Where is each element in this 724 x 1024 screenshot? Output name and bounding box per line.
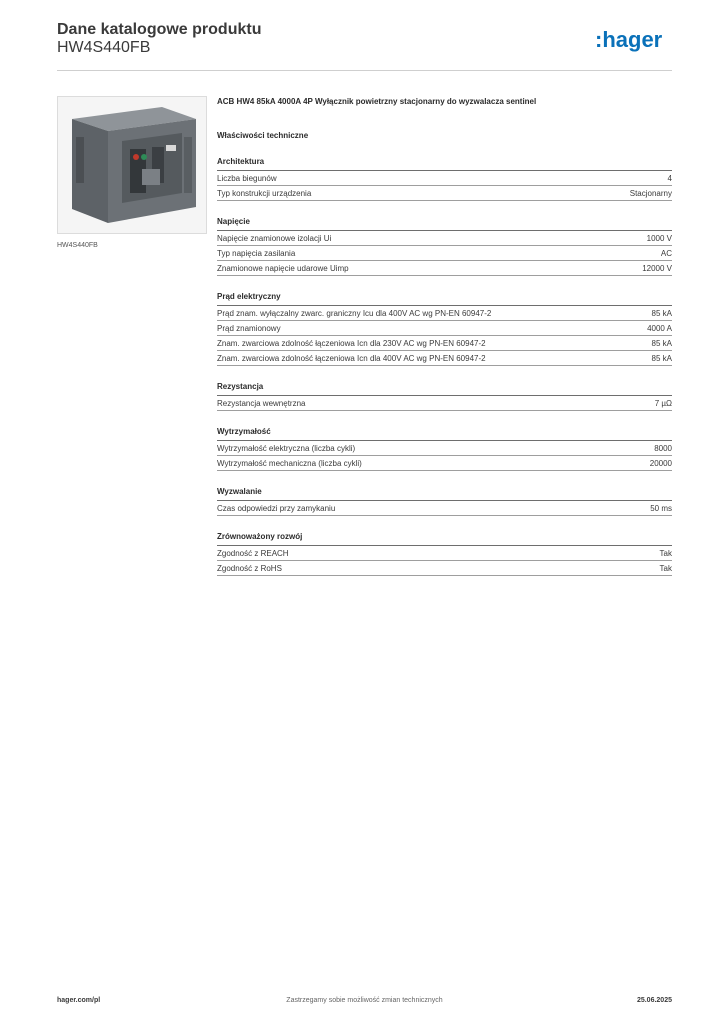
row-value: 20000 [649,459,672,468]
circuit-breaker-illustration [58,97,206,233]
table-row [217,351,672,366]
section-title: Wytrzymałość [217,427,672,441]
row-value: Tak [659,549,672,558]
table-row [217,231,672,246]
row-label: Wytrzymałość mechaniczna (liczba cykli) [217,459,362,468]
row-value: 8000 [654,444,672,453]
row-value: 4000 A [647,324,672,333]
row-value: Stacjonarny [629,189,672,198]
section-resistance [217,382,672,411]
section-title: Rezystancja [217,382,672,396]
properties-heading: Właściwości techniczne [217,131,309,140]
row-label: Prąd znam. wyłączalny zwarc. graniczny Icu dla 400V AC wg PN-EN 60947-2 [217,309,492,318]
row-label: Typ napięcia zasilania [217,249,296,258]
table-row [217,336,672,351]
table-row [217,246,672,261]
svg-text::hager: :hager [595,27,663,52]
section-sustainability [217,532,672,576]
row-label: Zgodność z RoHS [217,564,282,573]
website-link[interactable]: hager.com/pl [57,997,101,1004]
section-current [217,292,672,366]
product-code: HW4S440FB [57,39,151,56]
product-title: ACB HW4 85kA 4000A 4P Wyłącznik powietrzny stacjonarny do wyzwalacza sentinel [217,97,537,106]
section-title: Zrównoważony rozwój [217,532,672,546]
row-value: 85 kA [651,309,672,318]
section-durability [217,427,672,471]
table-row [217,546,672,561]
row-value: 85 kA [651,339,672,348]
disclaimer-text: Zastrzegamy sobie możliwość zmian technicznych [286,997,443,1004]
row-value: 12000 V [642,264,672,273]
row-label: Liczba biegunów [217,174,277,183]
row-label: Znam. zwarciowa zdolność łączeniowa Icn dla 400V AC wg PN-EN 60947-2 [217,354,486,363]
table-row [217,186,672,201]
row-label: Napięcie znamionowe izolacji Ui [217,234,332,243]
section-architecture [217,157,672,201]
section-tripping [217,487,672,516]
section-title: Napięcie [217,217,672,231]
row-value: 7 µΩ [654,399,672,408]
page-header [57,21,672,71]
main-content [217,96,672,576]
hager-logo [594,27,672,53]
table-row [217,321,672,336]
row-value: Tak [659,564,672,573]
table-row [217,441,672,456]
section-voltage [217,217,672,276]
table-row [217,171,672,186]
table-row [217,501,672,516]
table-row [217,456,672,471]
section-title: Architektura [217,157,672,171]
row-value: 85 kA [651,354,672,363]
table-row [217,561,672,576]
section-title: Wyzwalanie [217,487,672,501]
row-label: Wytrzymałość elektryczna (liczba cykli) [217,444,356,453]
document-date: 25.06.2025 [636,997,672,1004]
image-caption: HW4S440FB [57,242,98,249]
row-label: Znam. zwarciowa zdolność łączeniowa Icn dla 230V AC wg PN-EN 60947-2 [217,339,486,348]
row-label: Znamionowe napięcie udarowe Uimp [217,264,349,273]
row-label: Rezystancja wewnętrzna [217,399,306,408]
row-label: Czas odpowiedzi przy zamykaniu [217,504,336,513]
row-label: Typ konstrukcji urządzenia [217,189,312,198]
page-footer [57,997,672,1011]
row-value: 4 [667,174,672,183]
row-label: Zgodność z REACH [217,549,289,558]
document-title: Dane katalogowe produktu [57,21,262,38]
table-row [217,261,672,276]
row-label: Prąd znamionowy [217,324,281,333]
table-row [217,396,672,411]
section-title: Prąd elektryczny [217,292,672,306]
row-value: 50 ms [650,504,672,513]
table-row [217,306,672,321]
header-divider [57,70,672,71]
row-value: AC [660,249,672,258]
product-image [57,96,207,234]
row-value: 1000 V [646,234,672,243]
